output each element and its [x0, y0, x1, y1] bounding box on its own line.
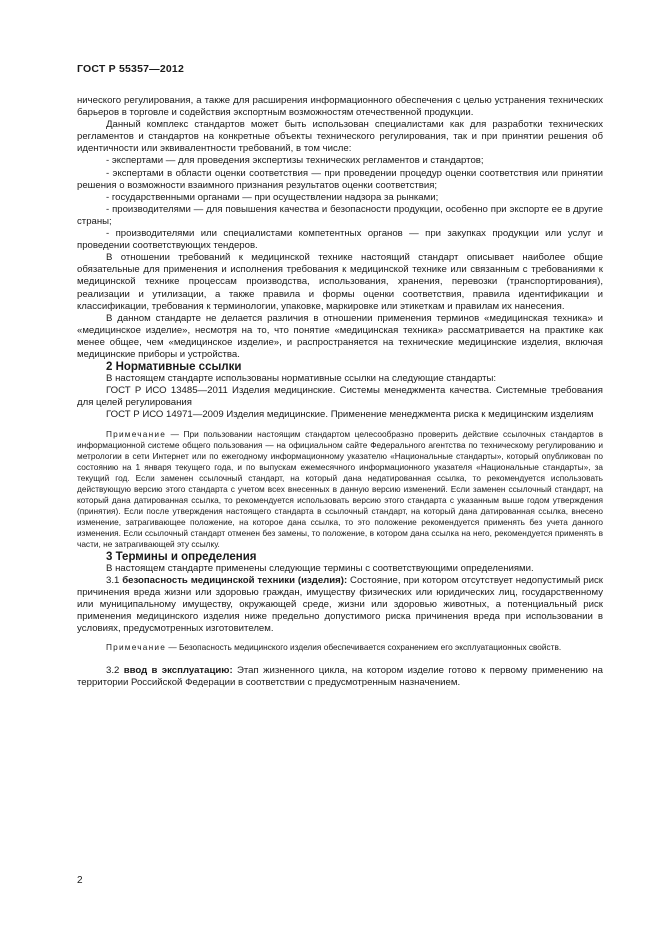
list-item: - экспертами — для проведения экспертизы технических регламентов и стандартов; [106, 155, 484, 167]
section-3-lead: В настоящем стандарте применены следующие термины с соответствующими определениями. [106, 562, 534, 574]
note-label: Примечание [106, 428, 167, 439]
note-text: — При пользовании настоящим стандартом целесообразно проверить действие ссылочных стандартов в информационной системе общего пользования — на официальном сайте Федерального агентства по техническому регулированию и метрологии в сети Интернет или по ежегодному информационному указателю «Национальные стандарты», который опубликован по состоянию на 1 января текущего года, и по выпускам ежемесячного информационного указателя «Национальные стандарты», за текущий год. Если заменен ссылочный стандарт, на который дана недатированная ссылка, то рекомендуется использовать действующую версию этого стандарта с учетом всех внесенных в данную версию изменений. Если заменен ссылочный стандарт, на который дана датированная ссылка, то рекомендуется использовать версию этого стандарта с указанным выше годом утверждения (принятия). Если после утверждения настоящего стандарта в ссылочный стандарт, на который дана датированная ссылка, внесено изменение, затрагивающее положение, на которое дана ссылка, то это положение рекомендуется применять без учета данного изменения. Если ссылочный стандарт отменен без замены, то положение, в котором дана ссылка на него, рекомендуется применять в части, не затрагивающей эту ссылку. [77, 428, 603, 550]
term-number: 3.2 [106, 665, 124, 677]
note-text: — Безопасность медицинского изделия обеспечивается сохранением его эксплуатационных свойств. [166, 642, 562, 653]
list-item: - производителями — для повышения качества и безопасности продукции, особенно при экспорте ее в другие страны; [77, 203, 603, 227]
intro-paragraph-3: В отношении требований к медицинской технике настоящий стандарт описывает наиболее общие обязательные для применения и исполнения требования к медицинской технике или связанным с требованиями к медицинской технике процессам производства, использования, хранения, перевозки (транспортирования), реализации и утилизации, а также правила и формы оценки соответствия, правила идентификации и классификации, требования к терминологии, упаковке, маркировке или этикеткам и правилам их нанесения. [77, 252, 603, 312]
note-label: Примечание [106, 642, 167, 653]
intro-paragraph-1: нического регулирования, а также для расширения информационного обеспечения с целью устранения технических барьеров в торговле и содействия экспортным возможностям отечественной продукции. [77, 95, 603, 119]
document-body [77, 95, 603, 690]
section-2-note [77, 429, 603, 551]
document-header: ГОСТ Р 55357—2012 [77, 63, 185, 75]
section-2-lead: В настоящем стандарте использованы нормативные ссылки на следующие стандарты: [106, 373, 497, 385]
intro-paragraph-4: В данном стандарте не делается различия в отношении применения терминов «медицинская техника» и «медицинское изделие», несмотря на то, что понятие «медицинская техника» рассматривается на практике как менее общее, чем «медицинское изделие», и распространяется на технические медицинские изделия, включая медицинские приборы и устройства. [77, 312, 603, 360]
term-number: 3.1 [106, 574, 123, 586]
section-3-heading: 3 Термины и определения [106, 550, 257, 563]
page-number: 2 [77, 875, 83, 886]
term-3-2 [77, 665, 603, 689]
term-name: безопасность медицинской техники (изделия): [122, 574, 348, 586]
list-item: - производителями или специалистами компетентных органов — при закупках продукции или услуг и проведении соответствующих тендеров. [77, 228, 603, 252]
reference-item: ГОСТ Р ИСО 14971—2009 Изделия медицинские. Применение менеджмента риска к медицинским изделиям [106, 409, 594, 421]
list-item: - экспертами в области оценки соответствия — при проведении процедур оценки соответствия или принятии решения о возможности взаимного признания результатов оценки соответствия; [77, 167, 603, 191]
term-name: ввод в эксплуатацию: [123, 665, 233, 677]
term-3-1 [77, 575, 603, 635]
term-3-1-note [77, 642, 603, 653]
term-definition: Состояние, при котором отсутствует недопустимый риск причинения вреда жизни или здоровью граждан, имуществу физических или юридических лиц, государственному или муниципальному имуществу, окружающей среде, жизни или здоровью животных, а потенциальный риск применения медицинского изделия ниже предельно допустимого риска причинения вреда при использовании в условиях, предусмотренных изготовителем. [77, 574, 603, 635]
list-item: - государственными органами — при осуществлении надзора за рынками; [106, 191, 439, 203]
reference-item: ГОСТ Р ИСО 13485—2011 Изделия медицинские. Системы менеджмента качества. Системные требования для целей регулирования [77, 385, 603, 409]
intro-paragraph-2: Данный комплекс стандартов может быть использован специалистами как для разработки технических регламентов и стандартов на конкретные объекты технического регулирования, так и при принятии решения об идентичности или эквивалентности требований, в том числе: [77, 119, 603, 155]
section-2-heading: 2 Нормативные ссылки [106, 361, 242, 374]
term-definition: Этап жизненного цикла, на котором изделие готово к первому применению на территории Российской Федерации в соответствии с предусмотренным назначением. [77, 665, 603, 689]
